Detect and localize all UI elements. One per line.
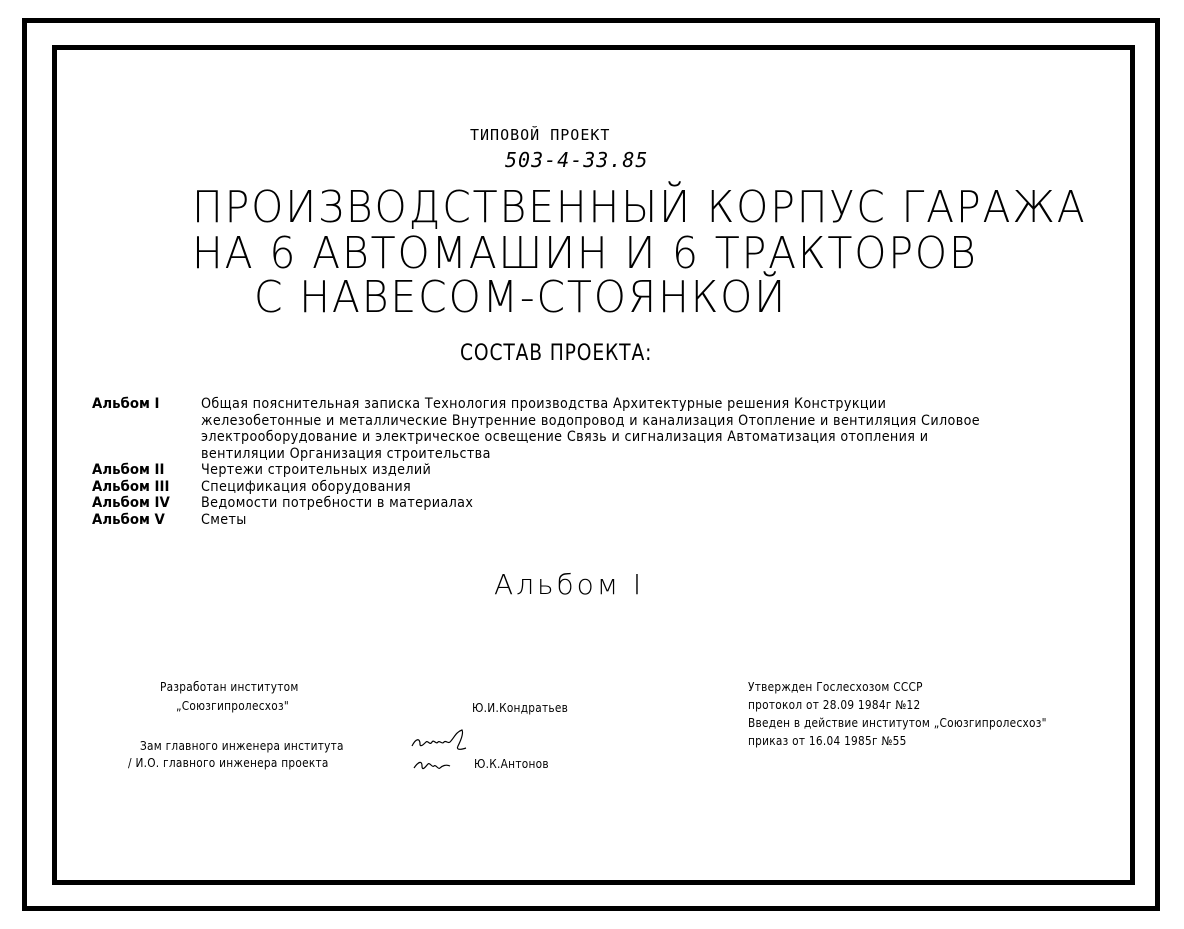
album-label: Альбом II — [92, 462, 165, 478]
chief-project-engineer-name: Ю.К.Антонов — [474, 757, 549, 771]
album-item — [92, 495, 1081, 512]
album-item — [92, 479, 1081, 496]
developed-by-label: Разработан институтом — [160, 680, 299, 694]
album-contents: Ведомости потребности в материалах — [201, 495, 474, 511]
current-album-title: Альбом I — [494, 568, 645, 601]
album-item — [92, 396, 1081, 462]
deputy-title-line-2: / И.О. главного инженера проекта — [128, 756, 329, 770]
title-line-1: ПРОИЗВОДСТВЕННЫЙ КОРПУС ГАРАЖА — [192, 182, 1087, 233]
approval-line-3: Введен в действие институтом „Союзгипролесхоз" — [748, 716, 1047, 730]
project-type: ТИПОВОЙ ПРОЕКТ — [470, 126, 611, 144]
title-line-3: С НАВЕСОМ-СТОЯНКОЙ — [254, 272, 787, 323]
album-label: Альбом III — [92, 478, 170, 495]
album-contents: Чертежи строительных изделий — [201, 462, 432, 478]
institute-name: „Союзгипролесхоз" — [176, 699, 290, 713]
title-line-2: НА 6 АВТОМАШИН И 6 ТРАКТОРОВ — [192, 228, 978, 279]
signature-1-icon — [410, 728, 472, 776]
approval-line-4: приказ от 16.04 1985г №55 — [748, 734, 907, 748]
album-contents: Спецификация оборудования — [201, 478, 412, 495]
deputy-title-line-1: Зам главного инженера института — [140, 739, 344, 753]
album-item — [92, 462, 1081, 479]
album-contents: Сметы — [201, 511, 247, 528]
album-label: Альбом V — [92, 511, 165, 528]
album-contents: Общая пояснительная записка Технология производства Архитектурные решения Конструкции железобетонные и металлические Внутренние водопровод и канализация Отопление и вентиляция Силовое электрооборудование и электрическое освещение Связь и сигнализация Автоматизация отопления и вентиляции Организация строительства — [201, 396, 980, 462]
album-item — [92, 512, 1081, 529]
composition-heading: СОСТАВ ПРОЕКТА: — [460, 341, 653, 366]
approval-line-1: Утвержден Гослесхозом СССР — [748, 680, 923, 694]
album-label: Альбом IV — [92, 495, 170, 511]
project-number: 503-4-33.85 — [505, 148, 649, 172]
album-list — [92, 396, 1081, 528]
album-label: Альбом I — [92, 396, 160, 412]
approval-line-2: протокол от 28.09 1984г №12 — [748, 698, 921, 712]
chief-engineer-name: Ю.И.Кондратьев — [472, 701, 569, 715]
